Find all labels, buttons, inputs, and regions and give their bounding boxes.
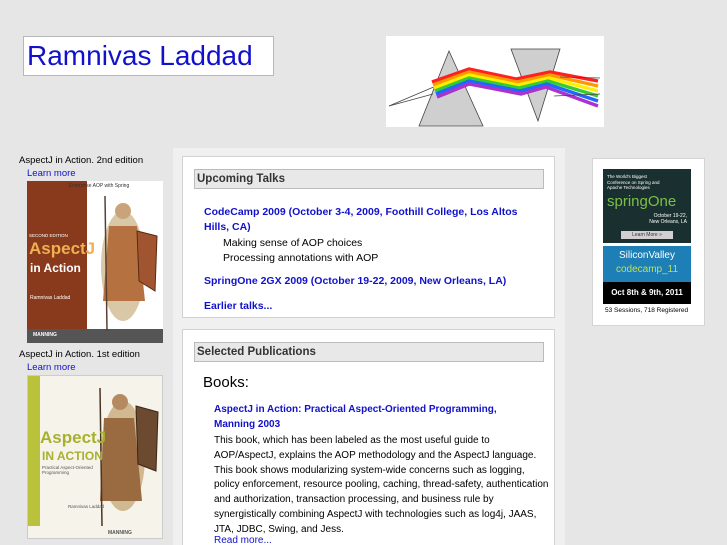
- book-cover-2nd-edition[interactable]: [27, 181, 163, 343]
- springone-ad[interactable]: [603, 169, 691, 243]
- codecamp-dates: Oct 8th & 9th, 2011: [611, 288, 683, 297]
- codecamp-stats: 53 Sessions, 718 Registered: [605, 307, 689, 314]
- springone-learn-more-button[interactable]: Learn More »: [621, 231, 673, 239]
- codecamp-ad[interactable]: [603, 246, 691, 304]
- springone-place: New Orleans, LA: [649, 219, 687, 225]
- books-heading: Books:: [203, 374, 249, 391]
- learn-more-1st-link[interactable]: Learn more: [27, 362, 76, 373]
- cover2-title2: in Action: [30, 261, 81, 275]
- upcoming-talks-panel: [182, 156, 555, 318]
- cover1-subtitle: Practical Aspect-Oriented Programming: [42, 465, 93, 475]
- upcoming-talks-heading: Upcoming Talks: [194, 169, 544, 189]
- learn-more-2nd-link[interactable]: Learn more: [27, 168, 76, 179]
- cover1-title2: IN ACTION: [42, 449, 103, 463]
- earlier-talks-link[interactable]: Earlier talks...: [204, 300, 273, 312]
- talk-codecamp-session-1: Making sense of AOP choices: [223, 237, 363, 249]
- prism-logo-icon: [386, 36, 604, 127]
- cover2-author: Ramnivas Laddad: [30, 295, 71, 301]
- publication-description: This book, which has been labeled as the most useful guide to AOP/AspectJ, explains the AOP methodology and the AspectJ language. This book shows modularizing system-wide concerns such as logging, policy enforcement, resource pooling, caching, thread-safety, authentication and authorization, transaction processing, and business rule by synergistically combining AspectJ with technologies such as log4j, JAAS, JTA, JDBC, Swing, and Jess.: [214, 435, 549, 535]
- book-caption-1st: AspectJ in Action. 1st edition: [19, 349, 140, 360]
- talk-springone-link[interactable]: SpringOne 2GX 2009 (October 19-22, 2009, New Orleans, LA): [204, 275, 507, 287]
- cover2-title1: AspectJ: [29, 239, 96, 258]
- springone-tagline-1: The World's Biggest: [607, 174, 648, 179]
- selected-publications-panel: [182, 329, 555, 545]
- cover2-publisher: MANNING: [33, 332, 57, 338]
- selected-publications-heading: Selected Publications: [194, 342, 544, 362]
- springone-tagline-2: Conference on Spring and: [607, 179, 660, 185]
- cover2-banner: Enterprise AOP with Spring: [68, 183, 130, 189]
- publication-title-link[interactable]: AspectJ in Action: Practical Aspect-Oriented Programming, Manning 2003: [214, 404, 497, 430]
- talk-codecamp-link[interactable]: CodeCamp 2009 (October 3-4, 2009, Foothill College, Los Altos Hills, CA): [204, 206, 518, 233]
- cover1-publisher: MANNING: [108, 530, 132, 536]
- book-caption-2nd: AspectJ in Action. 2nd edition: [19, 155, 144, 166]
- springone-brand: springOne: [607, 193, 677, 210]
- cover1-title1: AspectJ: [40, 428, 107, 447]
- read-more-link[interactable]: Read more...: [214, 535, 272, 545]
- main-content: [173, 148, 565, 545]
- site-title: Ramnivas Laddad: [23, 36, 274, 76]
- springone-tagline-3: Apache Technologies: [607, 185, 650, 190]
- codecamp-brand: codecamp_11: [615, 264, 679, 275]
- talk-codecamp-session-2: Processing annotations with AOP: [223, 252, 379, 264]
- book-sidebar: [19, 155, 174, 539]
- springone-dates: October 19-22,: [653, 213, 687, 219]
- codecamp-title: SiliconValley: [619, 250, 675, 261]
- cover1-author: Ramnivas Laddad: [68, 504, 105, 509]
- book-cover-1st-edition[interactable]: [27, 375, 163, 539]
- ad-sidebar: [592, 158, 705, 326]
- cover2-edition: SECOND EDITION: [29, 233, 68, 238]
